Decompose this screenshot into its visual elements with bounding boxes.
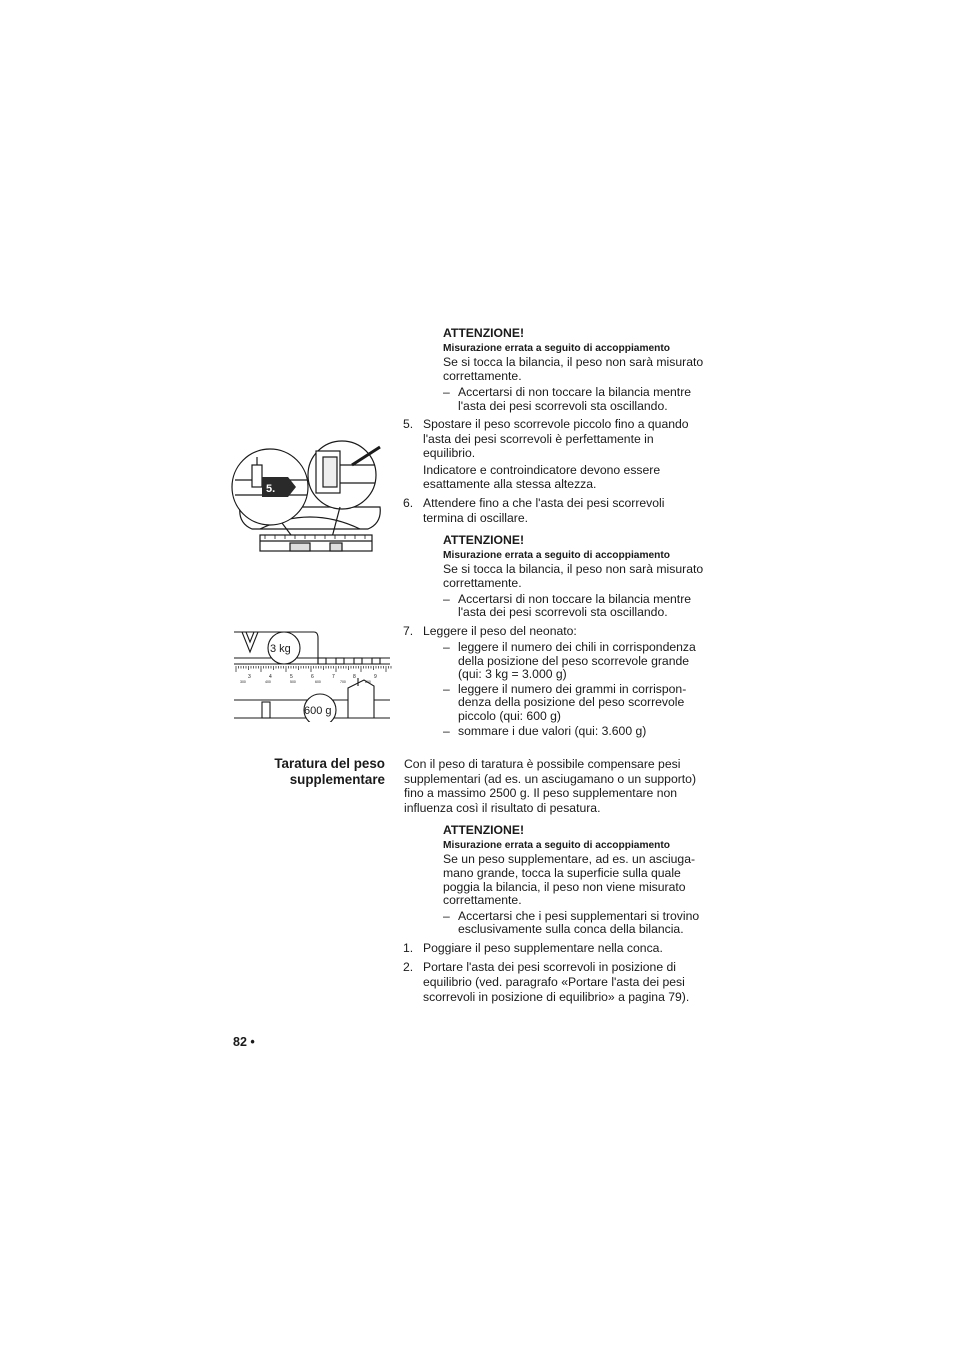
step-number: 1.: [403, 941, 414, 955]
page-number: 82 •: [233, 1035, 255, 1049]
warning-bullet-text: Accertarsi di non toccare la bilancia mentre: [458, 385, 692, 399]
warning-text: correttamente.: [443, 369, 522, 383]
warning-text: correttamente.: [443, 576, 522, 590]
gram-tick-label: 400: [265, 680, 271, 684]
step-text: l'asta dei pesi scorrevoli è perfettamente in: [423, 432, 654, 446]
bullet-dash: –: [443, 724, 450, 738]
intro-text: fino a massimo 2500 g. Il peso supplementare non: [404, 786, 678, 800]
warning-subtitle: Misurazione errata a seguito di accoppiamento: [443, 343, 671, 354]
step-number: 7.: [403, 624, 414, 638]
warning-bullet-text: l'asta dei pesi scorrevoli sta oscillando.: [458, 605, 668, 619]
warning-text: correttamente.: [443, 893, 522, 907]
step-bullet-text: (qui: 3 kg = 3.000 g): [458, 667, 567, 681]
warning-title: ATTENZIONE!: [443, 533, 525, 547]
step-number: 2.: [403, 960, 414, 974]
step-text: Poggiare il peso supplementare nella conca.: [423, 941, 663, 955]
kg-tick-label: 7: [332, 674, 335, 680]
step-text: Leggere il peso del neonato:: [423, 624, 577, 638]
intro-text: Con il peso di taratura è possibile compensare pesi: [404, 757, 681, 771]
kg-tick-label: 8: [353, 674, 356, 680]
warning-title: ATTENZIONE!: [443, 326, 525, 340]
step-text: equilibrio.: [423, 446, 476, 460]
step-bullet-text: denza della posizione del peso scorrevole: [458, 695, 685, 709]
step-bullet-text: leggere il numero dei chili in corrispondenza: [458, 640, 696, 654]
step-number: 5.: [403, 417, 414, 431]
gram-tick-label: 300: [240, 680, 246, 684]
gram-label: 600 g: [304, 705, 332, 717]
step-text: Portare l'asta dei pesi scorrevoli in posizione di: [423, 960, 676, 974]
kg-tick-label: 9: [374, 674, 377, 680]
warning-text: poggia la bilancia, il peso non viene misurato: [443, 880, 686, 894]
gram-tick-label: 800: [365, 680, 371, 684]
step-note: Indicatore e controindicatore devono essere: [423, 463, 661, 477]
warning-bullet-text: l'asta dei pesi scorrevoli sta oscillando.: [458, 399, 668, 413]
warning-text: Se si tocca la bilancia, il peso non sarà misurato: [443, 355, 704, 369]
weight-ruler-illustration: [232, 630, 392, 722]
step-bullet-text: sommare i due valori (qui: 3.600 g): [458, 724, 647, 738]
warning-bullet-text: Accertarsi di non toccare la bilancia mentre: [458, 592, 692, 606]
intro-text: influenza così il risultato di pesatura.: [404, 801, 601, 815]
gram-tick-label: 700: [340, 680, 346, 684]
step-number: 6.: [403, 496, 414, 510]
kg-tick-label: 4: [269, 674, 272, 680]
section-heading: supplementare: [289, 772, 385, 787]
step-text: Spostare il peso scorrevole piccolo fino a quando: [423, 417, 689, 431]
section-heading: Taratura del peso: [274, 756, 385, 771]
warning-title: ATTENZIONE!: [443, 823, 525, 837]
warning-text: Se si tocca la bilancia, il peso non sarà misurato: [443, 562, 704, 576]
warning-bullet-text: esclusivamente sulla conca della bilancia.: [458, 922, 684, 936]
kg-label: 3 kg: [270, 643, 291, 655]
step-text: scorrevoli in posizione di equilibrio» a pagina 79).: [423, 990, 690, 1004]
step-text: Attendere fino a che l'asta dei pesi scorrevoli: [423, 496, 665, 510]
step-bullet-text: leggere il numero dei grammi in corrispon-: [458, 682, 687, 696]
step-bullet-text: della posizione del peso scorrevole grande: [458, 654, 690, 668]
warning-subtitle: Misurazione errata a seguito di accoppiamento: [443, 550, 671, 561]
bullet-dash: –: [443, 640, 450, 654]
step-bullet-text: piccolo (qui: 600 g): [458, 709, 561, 723]
warning-text: mano grande, tocca la superficie sulla quale: [443, 866, 681, 880]
bullet-dash: –: [443, 592, 450, 606]
kg-tick-label: 3: [248, 674, 251, 680]
scale-balance-illustration: [230, 435, 390, 565]
step-text: equilibrio (ved. paragrafo «Portare l'asta dei pesi: [423, 975, 685, 989]
kg-tick-label: 5: [290, 674, 293, 680]
gram-tick-label: 500: [290, 680, 296, 684]
gram-tick-label: 600: [315, 680, 321, 684]
warning-subtitle: Misurazione errata a seguito di accoppiamento: [443, 840, 671, 851]
step-note: esattamente alla stessa altezza.: [423, 477, 597, 491]
bullet-dash: –: [443, 385, 450, 399]
bullet-dash: –: [443, 682, 450, 696]
intro-text: supplementari (ad es. un asciugamano o un supporto): [404, 772, 697, 786]
step-text: termina di oscillare.: [423, 511, 528, 525]
warning-bullet-text: Accertarsi che i pesi supplementari si trovino: [458, 909, 700, 923]
bullet-dash: –: [443, 909, 450, 923]
kg-tick-label: 6: [311, 674, 314, 680]
step-badge-label: 5.: [266, 483, 276, 495]
warning-text: Se un peso supplementare, ad es. un asciuga-: [443, 852, 696, 866]
